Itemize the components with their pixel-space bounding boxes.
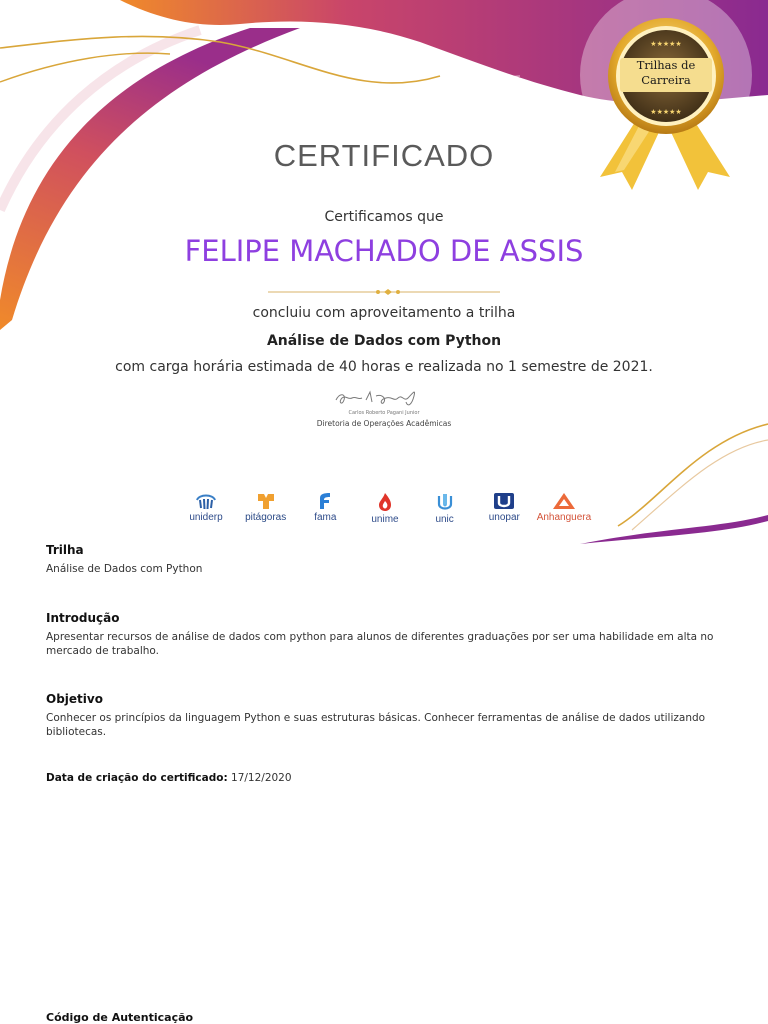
signatory-name: Carlos Roberto Pagani Junior: [348, 410, 420, 416]
ornamental-divider: [268, 286, 500, 298]
hours-text: com carga horária estimada de 40 horas e realizada no 1 semestre de 2021.: [115, 359, 653, 375]
uniderp-icon: [195, 492, 217, 510]
section-title: Objetivo: [46, 692, 103, 706]
brand-label: pitágoras: [245, 512, 287, 523]
brand-label: fama: [314, 512, 337, 523]
brand-label: unic: [435, 514, 454, 525]
partner-logos: [180, 492, 590, 532]
fama-logo: [299, 492, 351, 523]
unopar-logo: [478, 492, 530, 523]
completed-text: concluiu com aproveitamento a trilha: [252, 305, 516, 321]
section-title: Introdução: [46, 611, 120, 625]
brand-label: unopar: [488, 512, 520, 523]
creation-date: [46, 772, 292, 784]
brand-label: unime: [371, 514, 399, 525]
unic-logo: [419, 492, 471, 525]
medal-label-line2: Carreira: [641, 73, 691, 87]
unime-logo: [359, 492, 411, 525]
fama-icon: [316, 492, 334, 510]
svg-text:★★★★★: ★★★★★: [650, 40, 682, 48]
unime-icon: [377, 492, 393, 512]
pitagoras-icon: [256, 492, 276, 510]
creation-date-label: Data de criação do certificado:: [46, 772, 228, 784]
signature-image: [330, 386, 430, 412]
authentication-code-label: Código de Autenticação: [46, 1011, 194, 1024]
medal-label: [615, 58, 717, 88]
section-text: Conhecer os princípios da linguagem Python e suas estruturas básicas. Conhecer ferramentas de análise de dados utilizando bibliotecas.: [46, 712, 706, 738]
unopar-icon: [493, 492, 515, 510]
section-text: Apresentar recursos de análise de dados com python para alunos de diferentes graduações por ser uma habilidade em alta no mercado de trabalho.: [46, 631, 714, 657]
section-objetivo: [46, 692, 722, 739]
section-text: Análise de Dados com Python: [46, 563, 203, 575]
pitagoras-logo: [240, 492, 292, 523]
anhanguera-icon: [552, 492, 576, 510]
section-introducao: [46, 611, 722, 658]
medal-label-line1: Trilhas de: [636, 58, 696, 72]
track-name: Análise de Dados com Python: [266, 333, 502, 349]
section-title: Trilha: [46, 543, 84, 557]
svg-text:★★★★★: ★★★★★: [650, 108, 682, 116]
brand-label: uniderp: [189, 512, 223, 523]
certificate-title: CERTIFICADO: [273, 138, 495, 173]
signatory-role: Diretoria de Operações Acadêmicas: [316, 419, 452, 428]
unic-icon: [436, 492, 454, 512]
creation-date-value: 17/12/2020: [231, 772, 292, 784]
recipient-name: FELIPE MACHADO DE ASSIS: [184, 234, 584, 268]
brand-label: Anhanguera: [536, 512, 592, 523]
certificate-lead: Certificamos que: [324, 209, 444, 225]
uniderp-logo: [180, 492, 232, 523]
section-trilha: [46, 543, 202, 577]
anhanguera-logo: [538, 492, 590, 523]
